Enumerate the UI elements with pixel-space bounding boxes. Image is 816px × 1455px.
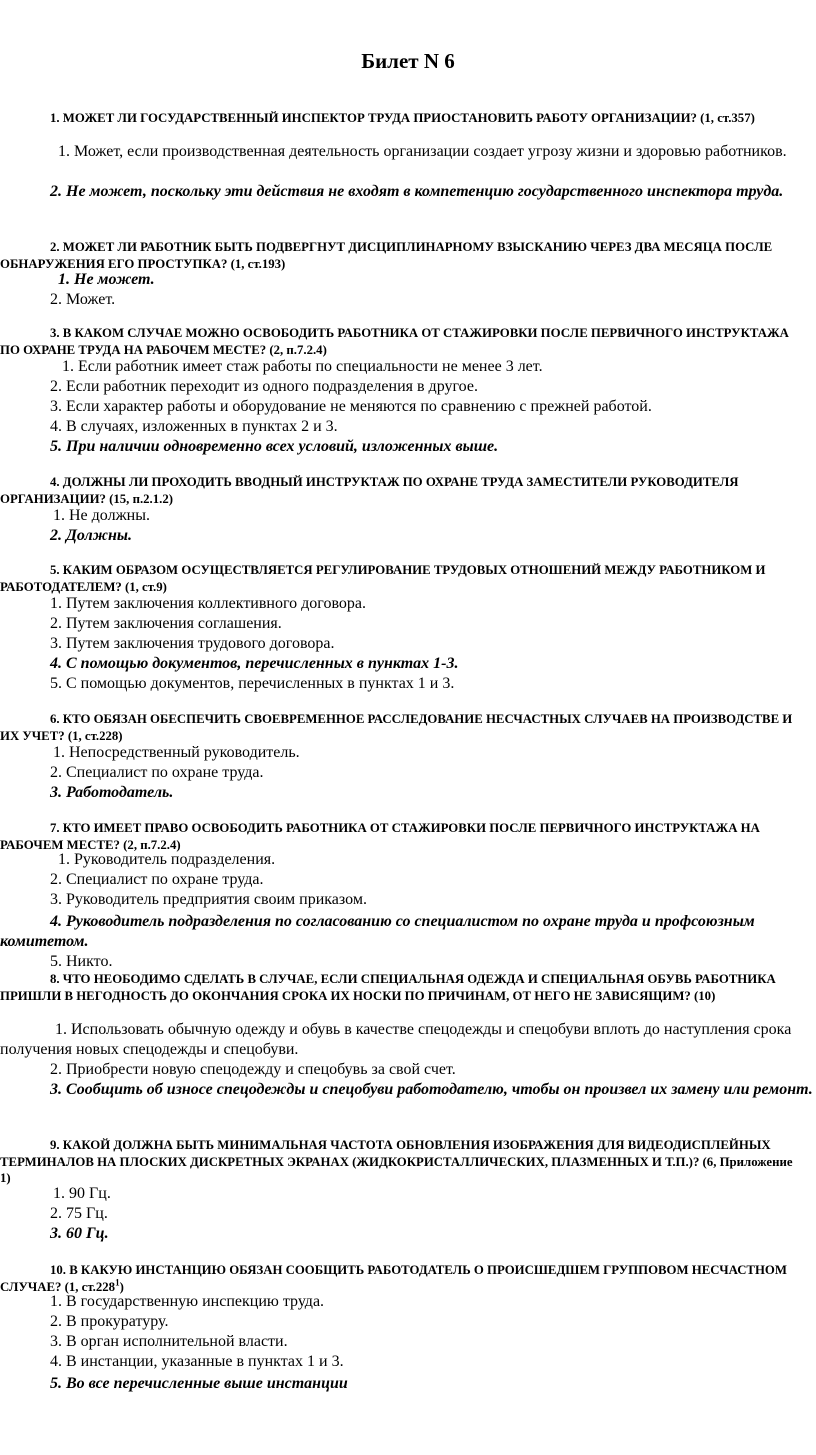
question-8 (0, 971, 800, 1004)
answer-option: 2. Путем заключения соглашения. (50, 615, 282, 632)
answer-option: 1. Непосредственный руководитель. (53, 744, 300, 761)
correct-answer: 1. Не может. (58, 271, 155, 288)
correct-answer: 4. С помощью документов, перечисленных в пунктах 1-3. (50, 655, 459, 672)
question-7 (0, 820, 800, 853)
question-9 (0, 1137, 800, 1187)
question-text: 1. МОЖЕТ ЛИ ГОСУДАРСТВЕННЫЙ ИНСПЕКТОР ТРУДА ПРИОСТАНОВИТЬ РАБОТУ ОРГАНИЗАЦИИ? (1, ст.357) (50, 111, 755, 125)
correct-answer: 4. Руководитель подразделения по согласованию со специалистом по охране труда и профсоюзным комитетом. (0, 913, 755, 950)
answer-option: 1. Если работник имеет стаж работы по специальности не менее 3 лет. (62, 358, 543, 375)
question-5 (0, 562, 800, 595)
answer-option: 1. 90 Гц. (53, 1185, 111, 1202)
page-title: Билет N 6 (361, 49, 455, 73)
answer-option: 1. В государственную инспекцию труда. (50, 1293, 325, 1310)
question-10 (0, 1262, 800, 1295)
question-3 (0, 325, 800, 358)
question-text: 6. КТО ОБЯЗАН ОБЕСПЕЧИТЬ СВОЕВРЕМЕННОЕ РАССЛЕДОВАНИЕ НЕСЧАСТНЫХ СЛУЧАЕВ НА ПРОИЗВОДСТВЕ И ИХ УЧЕТ? (1, ст.228) (0, 712, 793, 743)
correct-answer: 2. Должны. (50, 527, 132, 544)
answer-option: 3. В орган исполнительной власти. (50, 1333, 288, 1350)
question-superscript: 1 (115, 1277, 120, 1288)
question-6 (0, 711, 800, 744)
answer-option: 4. В случаях, изложенных в пунктах 2 и 3. (50, 418, 338, 435)
answer-option: 5. Никто. (50, 953, 113, 970)
answer-option: 3. Если характер работы и оборудование не меняются по сравнению с прежней работой. (50, 398, 652, 415)
answer-option: 1. Не должны. (53, 507, 150, 524)
answer-option: 5. С помощью документов, перечисленных в пунктах 1 и 3. (50, 675, 455, 692)
question-text: 5. КАКИМ ОБРАЗОМ ОСУЩЕСТВЛЯЕТСЯ РЕГУЛИРОВАНИЕ ТРУДОВЫХ ОТНОШЕНИЙ МЕЖДУ РАБОТНИКОМ И РАБОТОДАТЕЛЕМ? (1, ст.9) (0, 563, 766, 594)
answer-option: 2. Если работник переходит из одного подразделения в другое. (50, 378, 478, 395)
answer-option: 2. В прокуратуру. (50, 1313, 169, 1330)
answer-option: 4. В инстанции, указанные в пунктах 1 и 3. (50, 1353, 344, 1370)
answer-option: 2. 75 Гц. (50, 1205, 108, 1222)
question-1 (0, 110, 800, 127)
question-text: 3. В КАКОМ СЛУЧАЕ МОЖНО ОСВОБОДИТЬ РАБОТНИКА ОТ СТАЖИРОВКИ ПОСЛЕ ПЕРВИЧНОГО ИНСТРУКТАЖА ПО ОХРАНЕ ТРУДА НА РАБОЧЕМ МЕСТЕ? (2, п.7.2.4) (0, 326, 789, 357)
question-text-tail: ) (119, 1279, 124, 1294)
question-text: 8. ЧТО НЕОБОДИМО СДЕЛАТЬ В СЛУЧАЕ, ЕСЛИ СПЕЦИАЛЬНАЯ ОДЕЖДА И СПЕЦИАЛЬНАЯ ОБУВЬ РАБОТНИКА ПРИШЛИ В НЕГОДНОСТЬ ДО ОКОНЧАНИЯ СРОКА ИХ НОСКИ ПО ПРИЧИНАМ, ОТ НЕГО НЕ ЗАВИСЯЩИМ? (10) (0, 972, 776, 1003)
answer-option: 1. Путем заключения коллективного договора. (50, 595, 366, 612)
answer-option: 2. Приобрести новую спецодежду и спецобувь за свой счет. (50, 1061, 456, 1078)
correct-answer: 2. Не может, поскольку эти действия не входят в компетенцию государственного инспектора труда. (50, 183, 784, 200)
question-text: 9. КАКОЙ ДОЛЖНА БЫТЬ МИНИМАЛЬНАЯ ЧАСТОТА ОБНОВЛЕНИЯ ИЗОБРАЖЕНИЯ ДЛЯ ВИДЕОДИСПЛЕЙНЫХ ТЕРМИНАЛОВ НА ПЛОСКИХ ДИСКРЕТНЫХ ЭКРАНАХ (ЖИДКОКРИСТАЛЛИЧЕСКИХ, ПЛАЗМЕННЫХ И Т.П.)? (6, Приложение 1) (0, 1138, 793, 1185)
correct-answer: 3. Работодатель. (50, 784, 174, 801)
answer-option: 1. Использовать обычную одежду и обувь в качестве спецодежды и спецобуви вплоть до наступления срока получения новых спецодежды и спецобуви. (0, 1021, 792, 1058)
answer-option: 3. Путем заключения трудового договора. (50, 635, 335, 652)
answer-option: 1. Руководитель подразделения. (58, 851, 276, 868)
correct-answer: 3. Сообщить об износе спецодежды и спецобуви работодателю, чтобы он произвел их замену или ремонт. (50, 1081, 813, 1098)
correct-answer: 5. Во все перечисленные выше инстанции (50, 1375, 348, 1392)
answer-option: 3. Руководитель предприятия своим приказом. (50, 891, 367, 908)
answer-option: 2. Специалист по охране труда. (50, 871, 264, 888)
answer-option: 1. Может, если производственная деятельность организации создает угрозу жизни и здоровью работников. (58, 143, 787, 160)
question-text: 10. В КАКУЮ ИНСТАНЦИЮ ОБЯЗАН СООБЩИТЬ РАБОТОДАТЕЛЬ О ПРОИСШЕДШЕМ ГРУППОВОМ НЕСЧАСТНОМ СЛУЧАЕ? (1, ст.228 (0, 1263, 787, 1294)
question-text: 2. МОЖЕТ ЛИ РАБОТНИК БЫТЬ ПОДВЕРГНУТ ДИСЦИПЛИНАРНОМУ ВЗЫСКАНИЮ ЧЕРЕЗ ДВА МЕСЯЦА ПОСЛЕ ОБНАРУЖЕНИЯ ЕГО ПРОСТУПКА? (1, ст.193) (0, 240, 773, 271)
question-4 (0, 474, 800, 507)
question-text: 4. ДОЛЖНЫ ЛИ ПРОХОДИТЬ ВВОДНЫЙ ИНСТРУКТАЖ ПО ОХРАНЕ ТРУДА ЗАМЕСТИТЕЛИ РУКОВОДИТЕЛЯ ОРГАНИЗАЦИИ? (15, п.2.1.2) (0, 475, 739, 506)
question-2 (0, 239, 800, 272)
answer-option: 2. Специалист по охране труда. (50, 764, 264, 781)
answer-option: 2. Может. (50, 291, 116, 308)
correct-answer: 5. При наличии одновременно всех условий, изложенных выше. (50, 438, 499, 455)
correct-answer: 3. 60 Гц. (50, 1225, 109, 1242)
question-text: 7. КТО ИМЕЕТ ПРАВО ОСВОБОДИТЬ РАБОТНИКА ОТ СТАЖИРОВКИ ПОСЛЕ ПЕРВИЧНОГО ИНСТРУКТАЖА НА РАБОЧЕМ МЕСТЕ? (2, п.7.2.4) (0, 821, 760, 852)
